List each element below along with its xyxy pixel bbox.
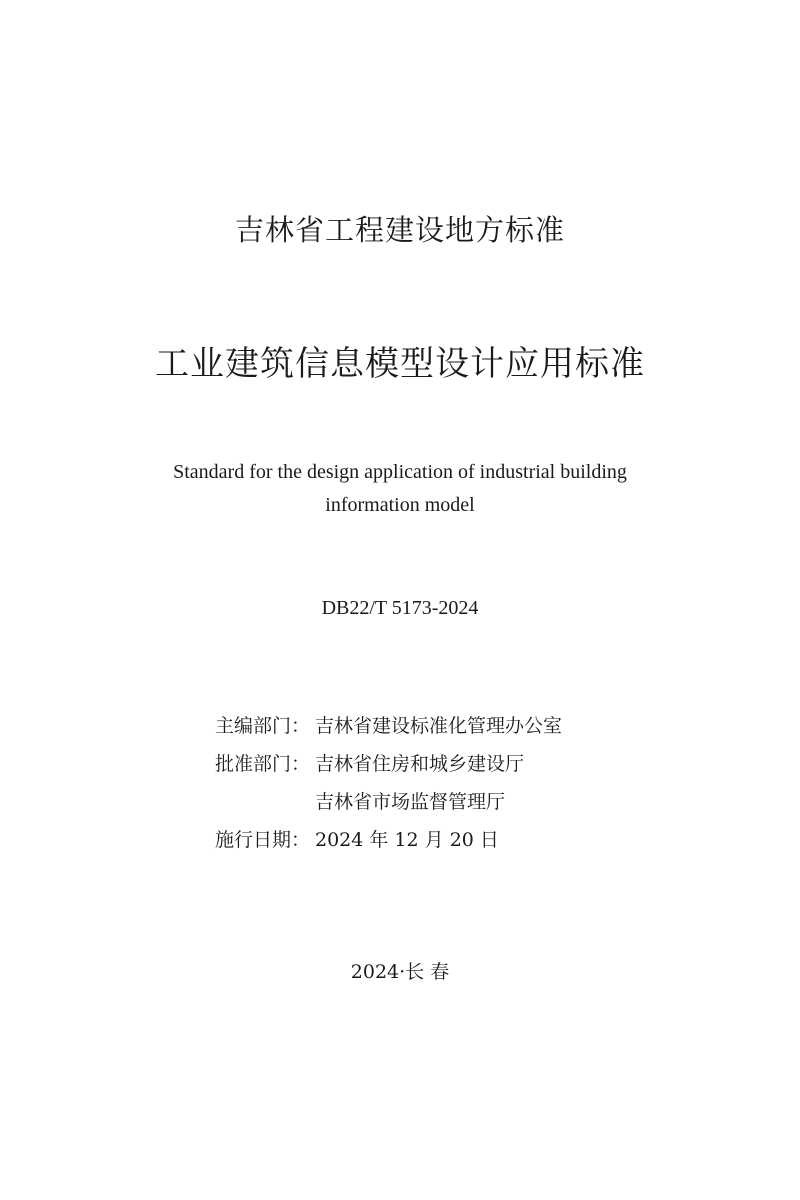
english-title-line-2: information model bbox=[325, 494, 475, 516]
approver-row-continued bbox=[215, 783, 562, 821]
publication-place-year: 2024·长 春 bbox=[350, 961, 450, 983]
effective-date-row bbox=[215, 821, 562, 859]
editor-label: 主编部门： bbox=[215, 715, 311, 737]
approver-label: 批准部门： bbox=[215, 753, 311, 775]
effective-date-label: 施行日期： bbox=[215, 829, 311, 851]
approver-value-1: 吉林省住房和城乡建设厅 bbox=[315, 753, 525, 775]
editor-value: 吉林省建设标准化管理办公室 bbox=[315, 715, 563, 737]
publication-info bbox=[215, 707, 562, 859]
english-title bbox=[0, 456, 800, 522]
approver-value-2: 吉林省市场监督管理厅 bbox=[315, 791, 506, 813]
document-title: 工业建筑信息模型设计应用标准 bbox=[155, 344, 645, 384]
english-title-line-1: Standard for the design application of industrial building bbox=[173, 461, 627, 483]
standard-code: DB22/T 5173-2024 bbox=[321, 597, 479, 619]
series-title: 吉林省工程建设地方标准 bbox=[234, 213, 565, 247]
effective-date-value: 2024 年 12 月 20 日 bbox=[315, 829, 499, 851]
editor-row bbox=[215, 707, 562, 745]
approver-row bbox=[215, 745, 562, 783]
